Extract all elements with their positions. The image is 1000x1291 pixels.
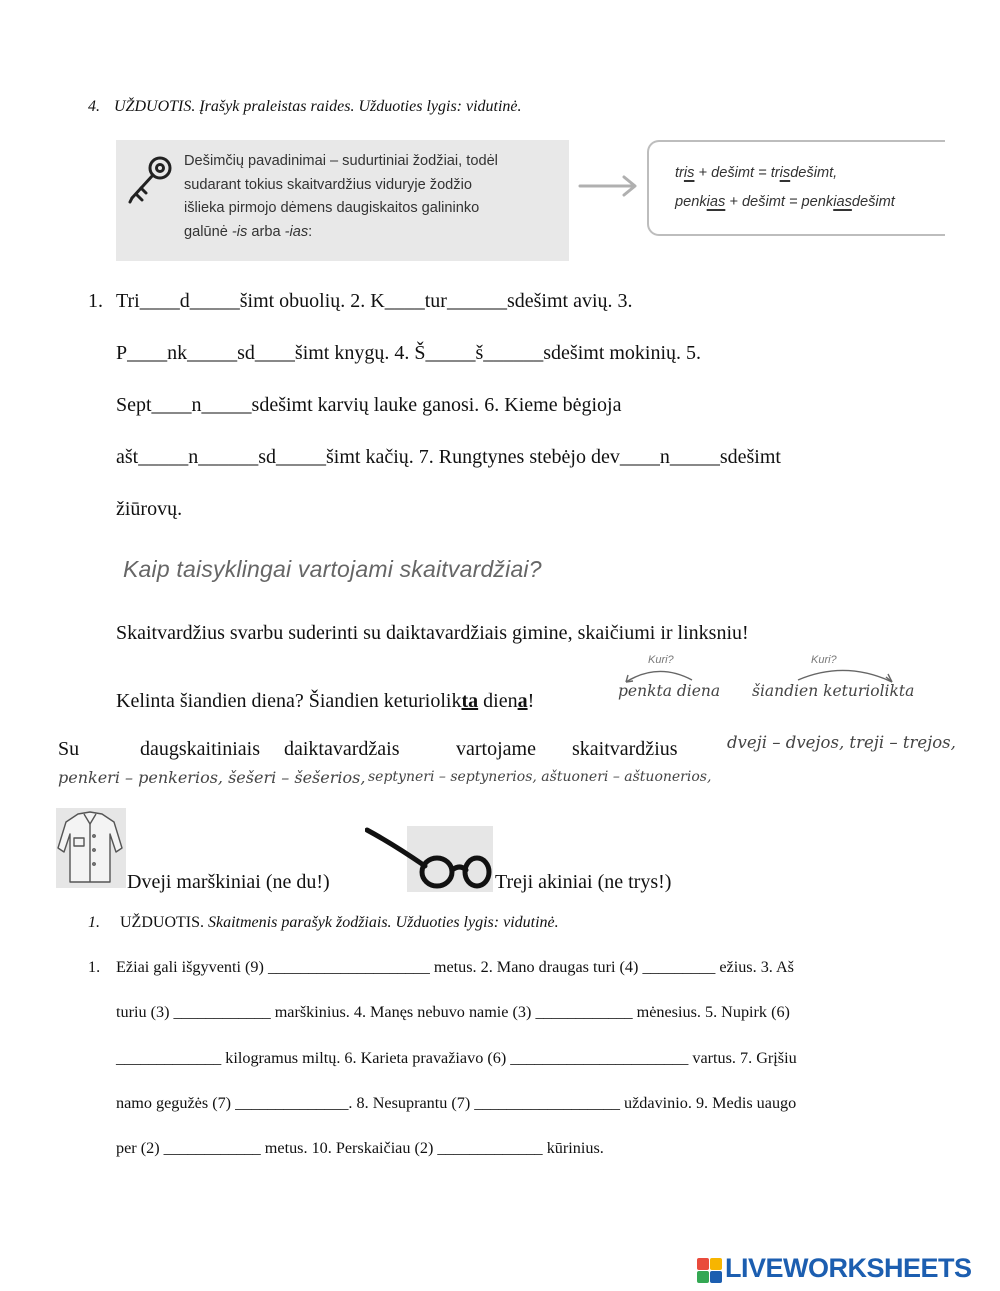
example-l2e: dešimt [851,194,895,210]
caption-shirt: Dveji marškiniai (ne du!) [127,871,330,893]
task1-header [88,914,559,932]
agreement-text: Skaitvardžius svarbu suderinti su daiktavardžiais gimine, skaičiumi ir linksniu! [116,622,749,644]
task1-instruction: Skaitmenis parašyk žodžiais. Užduoties lygis: vidutinė. [208,914,559,931]
exercise2-line-2[interactable]: turiu (3) ____________ marškinius. 4. Manęs nebuvo namie (3) ____________ mėnesius. 5. Nupirk (6) [116,1003,790,1021]
plural-word-5: skaitvardžius [572,738,678,760]
example-l2a: penk [675,194,707,210]
rule-line-3: išlieka pirmojo dėmens daugiskaitos galininko [184,200,480,216]
collective-examples-3: septyneri – septynerios, aštuoneri – aštuonerios, [368,769,712,785]
example-box [647,140,945,236]
plural-word-4: vartojame [456,738,536,760]
exercise1-line-5: žiūrovų. [116,498,183,520]
example-l2d: ias [833,194,852,210]
example-l1d: is [779,165,791,181]
rule-line-1: Dešimčių pavadinimai – sudurtiniai žodžiai, todėl [184,153,498,169]
plural-word-3: daiktavardžais [284,738,400,760]
question-ending-ta: ta [461,690,479,712]
example-l1e: dešimt, [790,165,838,181]
curved-arrow-icon [790,660,900,684]
question-c: dien [478,690,518,712]
rule-line-2: sudarant tokius skaitvardžius viduryje žodžio [184,176,472,193]
plural-word-2: daugskaitiniais [140,738,260,760]
example-siandien-keturiolikta: šiandien keturiolikta [752,682,915,700]
task4-number: 4. [88,98,100,115]
rule-text [184,150,564,244]
rule-ending-ias: -ias [284,223,309,240]
exercise1-line-1[interactable]: Tri____d_____šimt obuolių. 2. K____tur______sdešimt avių. 3. [116,290,633,312]
rule-line-4 [184,221,564,245]
logo-blocks-icon [697,1258,723,1284]
caption-glasses: Treji akiniai (ne trys!) [495,871,672,893]
shirt-illustration [56,808,126,888]
example-line-1 [675,165,837,181]
rule-box [116,140,569,261]
exercise1-line-3[interactable]: Sept____n_____sdešimt karvių lauke ganosi. 6. Kieme bėgioja [116,394,622,416]
key-icon [122,152,178,208]
example-l2c: + dešimt = penk [725,194,834,210]
exercise2-line-4[interactable]: namo gegužės (7) ______________. 8. Nesuprantu (7) __________________ uždavinio. 9. Medis uaugo [116,1094,797,1112]
section-heading: Kaip taisyklingai vartojami skaitvardžiai? [123,556,542,582]
logo-text: LIVEWORKSHEETS [725,1253,972,1283]
kuri-label-1: Kuri? [648,654,674,666]
collective-examples-1: dveji – dvejos, treji – trejos, [727,733,956,752]
task4-header [88,98,522,116]
example-l2b: ias [706,194,726,210]
example-line-2 [675,194,895,210]
question-e: ! [527,690,535,712]
question-ending-a: a [517,690,528,712]
kuri-label-2: Kuri? [811,654,837,666]
rule-line-4e: : [308,223,313,240]
exercise2-line-3[interactable]: _____________ kilogramus miltų. 6. Karieta pravažiavo (6) ______________________ vartus. 7. Grįšiu [116,1049,797,1067]
exercise1-line-4[interactable]: ašt_____n______sd_____šimt kačių. 7. Rungtynes stebėjo dev____n_____sdešimt [116,446,781,468]
example-l1c: + dešimt = tr [694,165,780,181]
example-l1b: is [683,165,695,181]
example-l1a: tr [675,165,684,181]
plural-word-1: Su [58,738,80,760]
exercise1-line-2[interactable]: P____nk_____sd____šimt knygų. 4. Š_____š______sdešimt mokinių. 5. [116,342,702,364]
collective-examples-2: penkeri – penkerios, šešeri – šešerios, [58,768,366,787]
exercise2-line-1[interactable]: Ežiai gali išgyventi (9) ____________________ metus. 2. Mano draugas turi (4) _________ ežius. 3. Aš [116,958,794,976]
question-line [116,690,534,713]
question-a: Kelinta šiandien diena? Šiandien keturiolik [116,690,462,712]
glasses-illustration [365,826,493,892]
exercise2-line-5[interactable]: per (2) ____________ metus. 10. Perskaičiau (2) _____________ kūrinius. [116,1139,604,1157]
rule-ending-is: -is [231,223,248,240]
exercise2-number: 1. [88,958,101,976]
rule-line-4a: galūnė [184,223,232,240]
task1-number: 1. [88,914,100,931]
example-penkta-diena: penkta diena [618,682,721,700]
task4-title: UŽDUOTIS. Įrašyk praleistas raides. Užduoties lygis: vidutinė. [114,98,522,115]
task1-label: UŽDUOTIS. [120,914,204,931]
exercise1-number: 1. [88,290,103,312]
rule-line-4c: arba [247,223,285,240]
arrow-right-icon [578,174,640,198]
